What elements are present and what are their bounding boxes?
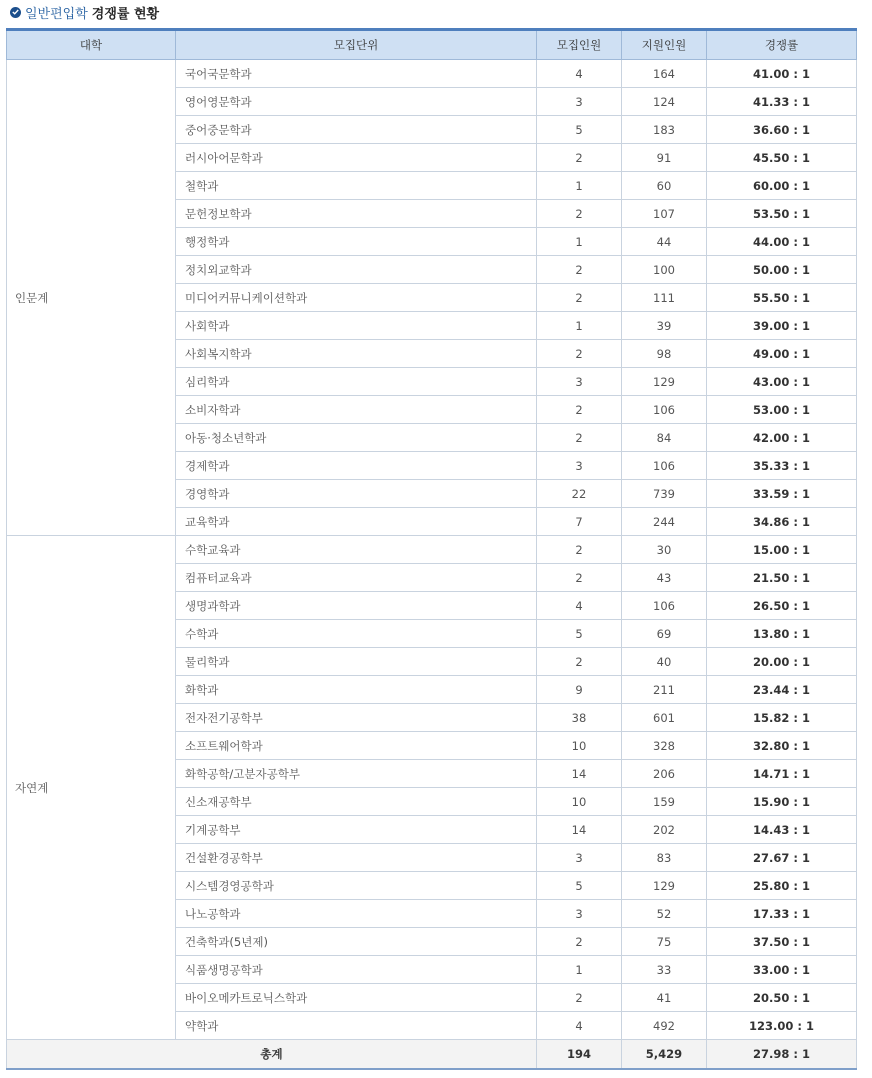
quota-cell: 1 bbox=[537, 172, 622, 200]
rate-cell: 23.44 : 1 bbox=[707, 676, 857, 704]
rate-cell: 20.00 : 1 bbox=[707, 648, 857, 676]
rate-cell: 32.80 : 1 bbox=[707, 732, 857, 760]
rate-cell: 33.00 : 1 bbox=[707, 956, 857, 984]
rate-cell: 41.33 : 1 bbox=[707, 88, 857, 116]
unit-cell: 철학과 bbox=[176, 172, 537, 200]
unit-cell: 컴퓨터교육과 bbox=[176, 564, 537, 592]
unit-cell: 건축학과(5년제) bbox=[176, 928, 537, 956]
total-applicants: 5,429 bbox=[622, 1040, 707, 1070]
applicants-cell: 129 bbox=[622, 872, 707, 900]
unit-cell: 사회복지학과 bbox=[176, 340, 537, 368]
applicants-cell: 106 bbox=[622, 396, 707, 424]
quota-cell: 14 bbox=[537, 760, 622, 788]
quota-cell: 2 bbox=[537, 396, 622, 424]
quota-cell: 9 bbox=[537, 676, 622, 704]
applicants-cell: 106 bbox=[622, 592, 707, 620]
section-title bbox=[10, 2, 159, 22]
rate-cell: 39.00 : 1 bbox=[707, 312, 857, 340]
rate-cell: 123.00 : 1 bbox=[707, 1012, 857, 1040]
applicants-cell: 492 bbox=[622, 1012, 707, 1040]
rate-cell: 60.00 : 1 bbox=[707, 172, 857, 200]
applicants-cell: 40 bbox=[622, 648, 707, 676]
unit-cell: 사회학과 bbox=[176, 312, 537, 340]
quota-cell: 5 bbox=[537, 872, 622, 900]
quota-cell: 2 bbox=[537, 564, 622, 592]
unit-cell: 건설환경공학부 bbox=[176, 844, 537, 872]
applicants-cell: 43 bbox=[622, 564, 707, 592]
rate-cell: 50.00 : 1 bbox=[707, 256, 857, 284]
applicants-cell: 124 bbox=[622, 88, 707, 116]
title-subject: 경쟁률 현황 bbox=[91, 6, 160, 22]
applicants-cell: 739 bbox=[622, 480, 707, 508]
unit-cell: 소프트웨어학과 bbox=[176, 732, 537, 760]
applicants-cell: 84 bbox=[622, 424, 707, 452]
quota-cell: 3 bbox=[537, 368, 622, 396]
quota-cell: 4 bbox=[537, 592, 622, 620]
check-circle-icon bbox=[10, 7, 21, 18]
unit-cell: 심리학과 bbox=[176, 368, 537, 396]
unit-cell: 영어영문학과 bbox=[176, 88, 537, 116]
rate-cell: 14.43 : 1 bbox=[707, 816, 857, 844]
unit-cell: 행정학과 bbox=[176, 228, 537, 256]
quota-cell: 4 bbox=[537, 60, 622, 88]
header-rate: 경쟁률 bbox=[707, 30, 857, 60]
unit-cell: 식품생명공학과 bbox=[176, 956, 537, 984]
rate-cell: 43.00 : 1 bbox=[707, 368, 857, 396]
unit-cell: 미디어커뮤니케이션학과 bbox=[176, 284, 537, 312]
quota-cell: 38 bbox=[537, 704, 622, 732]
quota-cell: 2 bbox=[537, 144, 622, 172]
rate-cell: 33.59 : 1 bbox=[707, 480, 857, 508]
unit-cell: 전자전기공학부 bbox=[176, 704, 537, 732]
quota-cell: 5 bbox=[537, 116, 622, 144]
quota-cell: 3 bbox=[537, 844, 622, 872]
unit-cell: 교육학과 bbox=[176, 508, 537, 536]
table-header-row bbox=[7, 30, 857, 60]
unit-cell: 약학과 bbox=[176, 1012, 537, 1040]
unit-cell: 생명과학과 bbox=[176, 592, 537, 620]
header-college: 대학 bbox=[7, 30, 176, 60]
unit-cell: 소비자학과 bbox=[176, 396, 537, 424]
quota-cell: 2 bbox=[537, 200, 622, 228]
quota-cell: 10 bbox=[537, 732, 622, 760]
applicants-cell: 129 bbox=[622, 368, 707, 396]
quota-cell: 4 bbox=[537, 1012, 622, 1040]
rate-cell: 53.50 : 1 bbox=[707, 200, 857, 228]
applicants-cell: 100 bbox=[622, 256, 707, 284]
rate-cell: 15.90 : 1 bbox=[707, 788, 857, 816]
rate-cell: 34.86 : 1 bbox=[707, 508, 857, 536]
unit-cell: 수학교육과 bbox=[176, 536, 537, 564]
quota-cell: 1 bbox=[537, 228, 622, 256]
unit-cell: 정치외교학과 bbox=[176, 256, 537, 284]
unit-cell: 아동·청소년학과 bbox=[176, 424, 537, 452]
quota-cell: 14 bbox=[537, 816, 622, 844]
total-row bbox=[7, 1040, 857, 1070]
applicants-cell: 328 bbox=[622, 732, 707, 760]
rate-cell: 42.00 : 1 bbox=[707, 424, 857, 452]
rate-cell: 35.33 : 1 bbox=[707, 452, 857, 480]
unit-cell: 기계공학부 bbox=[176, 816, 537, 844]
applicants-cell: 159 bbox=[622, 788, 707, 816]
unit-cell: 국어국문학과 bbox=[176, 60, 537, 88]
applicants-cell: 60 bbox=[622, 172, 707, 200]
quota-cell: 1 bbox=[537, 312, 622, 340]
table-row bbox=[7, 536, 857, 564]
header-quota: 모집인원 bbox=[537, 30, 622, 60]
unit-cell: 바이오메카트로닉스학과 bbox=[176, 984, 537, 1012]
unit-cell: 물리학과 bbox=[176, 648, 537, 676]
applicants-cell: 183 bbox=[622, 116, 707, 144]
applicants-cell: 164 bbox=[622, 60, 707, 88]
applicants-cell: 33 bbox=[622, 956, 707, 984]
rate-cell: 15.00 : 1 bbox=[707, 536, 857, 564]
rate-cell: 41.00 : 1 bbox=[707, 60, 857, 88]
rate-cell: 20.50 : 1 bbox=[707, 984, 857, 1012]
applicants-cell: 83 bbox=[622, 844, 707, 872]
applicants-cell: 206 bbox=[622, 760, 707, 788]
applicants-cell: 244 bbox=[622, 508, 707, 536]
applicants-cell: 98 bbox=[622, 340, 707, 368]
unit-cell: 러시아어문학과 bbox=[176, 144, 537, 172]
rate-cell: 27.67 : 1 bbox=[707, 844, 857, 872]
applicants-cell: 30 bbox=[622, 536, 707, 564]
quota-cell: 10 bbox=[537, 788, 622, 816]
rate-cell: 14.71 : 1 bbox=[707, 760, 857, 788]
rate-cell: 15.82 : 1 bbox=[707, 704, 857, 732]
applicants-cell: 601 bbox=[622, 704, 707, 732]
applicants-cell: 75 bbox=[622, 928, 707, 956]
rate-cell: 21.50 : 1 bbox=[707, 564, 857, 592]
unit-cell: 경제학과 bbox=[176, 452, 537, 480]
applicants-cell: 107 bbox=[622, 200, 707, 228]
unit-cell: 중어중문학과 bbox=[176, 116, 537, 144]
unit-cell: 문헌정보학과 bbox=[176, 200, 537, 228]
quota-cell: 2 bbox=[537, 340, 622, 368]
total-label: 총계 bbox=[7, 1040, 537, 1070]
applicants-cell: 39 bbox=[622, 312, 707, 340]
rate-cell: 17.33 : 1 bbox=[707, 900, 857, 928]
applicants-cell: 111 bbox=[622, 284, 707, 312]
quota-cell: 1 bbox=[537, 956, 622, 984]
quota-cell: 3 bbox=[537, 88, 622, 116]
quota-cell: 2 bbox=[537, 536, 622, 564]
rate-cell: 53.00 : 1 bbox=[707, 396, 857, 424]
quota-cell: 3 bbox=[537, 452, 622, 480]
unit-cell: 나노공학과 bbox=[176, 900, 537, 928]
applicants-cell: 41 bbox=[622, 984, 707, 1012]
rate-cell: 25.80 : 1 bbox=[707, 872, 857, 900]
quota-cell: 2 bbox=[537, 648, 622, 676]
unit-cell: 신소재공학부 bbox=[176, 788, 537, 816]
rate-cell: 44.00 : 1 bbox=[707, 228, 857, 256]
rate-cell: 49.00 : 1 bbox=[707, 340, 857, 368]
quota-cell: 5 bbox=[537, 620, 622, 648]
title-category: 일반편입학 bbox=[25, 6, 88, 22]
college-cell: 자연계 bbox=[7, 536, 176, 1040]
applicants-cell: 91 bbox=[622, 144, 707, 172]
unit-cell: 화학공학/고분자공학부 bbox=[176, 760, 537, 788]
quota-cell: 2 bbox=[537, 424, 622, 452]
applicants-cell: 211 bbox=[622, 676, 707, 704]
header-unit: 모집단위 bbox=[176, 30, 537, 60]
quota-cell: 22 bbox=[537, 480, 622, 508]
table-row bbox=[7, 60, 857, 88]
quota-cell: 7 bbox=[537, 508, 622, 536]
rate-cell: 36.60 : 1 bbox=[707, 116, 857, 144]
table-body bbox=[7, 60, 857, 1070]
rate-cell: 55.50 : 1 bbox=[707, 284, 857, 312]
rate-cell: 13.80 : 1 bbox=[707, 620, 857, 648]
college-cell: 인문계 bbox=[7, 60, 176, 536]
quota-cell: 3 bbox=[537, 900, 622, 928]
total-rate: 27.98 : 1 bbox=[707, 1040, 857, 1070]
unit-cell: 화학과 bbox=[176, 676, 537, 704]
unit-cell: 시스템경영공학과 bbox=[176, 872, 537, 900]
applicants-cell: 106 bbox=[622, 452, 707, 480]
competition-rate-table bbox=[6, 28, 857, 1070]
quota-cell: 2 bbox=[537, 984, 622, 1012]
unit-cell: 경영학과 bbox=[176, 480, 537, 508]
applicants-cell: 52 bbox=[622, 900, 707, 928]
rate-cell: 45.50 : 1 bbox=[707, 144, 857, 172]
rate-cell: 26.50 : 1 bbox=[707, 592, 857, 620]
quota-cell: 2 bbox=[537, 284, 622, 312]
quota-cell: 2 bbox=[537, 928, 622, 956]
header-applicants: 지원인원 bbox=[622, 30, 707, 60]
unit-cell: 수학과 bbox=[176, 620, 537, 648]
quota-cell: 2 bbox=[537, 256, 622, 284]
rate-cell: 37.50 : 1 bbox=[707, 928, 857, 956]
applicants-cell: 69 bbox=[622, 620, 707, 648]
applicants-cell: 44 bbox=[622, 228, 707, 256]
total-quota: 194 bbox=[537, 1040, 622, 1070]
applicants-cell: 202 bbox=[622, 816, 707, 844]
